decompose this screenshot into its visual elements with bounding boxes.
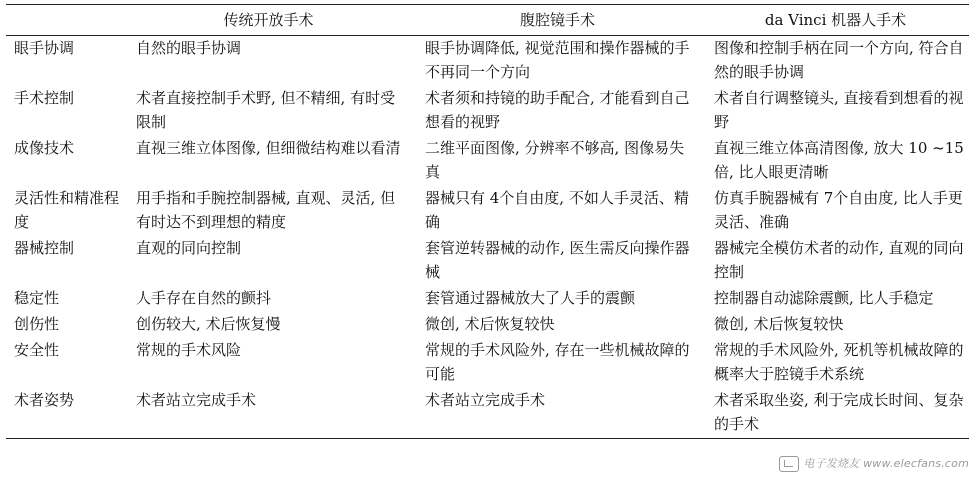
header-laparoscopic-surgery: 腹腔镜手术 [519,11,595,29]
cell-open-surgery: 自然的眼手协调 [136,39,242,57]
cell-open-surgery: 用手指和手腕控制器械, 直观、灵活, 但有时达不到理想的精度 [136,189,396,231]
row-label: 手术控制 [14,89,75,107]
table-row [6,286,969,312]
cell-davinci: 微创, 术后恢复较快 [714,315,844,333]
cell-laparoscopic: 套管通过器械放大了人手的震颤 [425,289,636,307]
cell-open-surgery: 直观的同向控制 [136,239,242,257]
cell-open-surgery: 常规的手术风险 [136,341,242,359]
cell-laparoscopic: 微创, 术后恢复较快 [425,315,555,333]
cell-laparoscopic: 眼手协调降低, 视觉范围和操作器械的手不再同一个方向 [425,39,690,81]
table-header-row [6,5,969,36]
row-label: 成像技术 [14,139,75,157]
table-row [6,186,969,236]
row-label: 器械控制 [14,239,75,257]
cell-davinci: 器械完全模仿术者的动作, 直观的同向控制 [714,239,964,281]
header-category [6,5,124,36]
cell-open-surgery: 直视三维立体图像, 但细微结构难以看清 [136,139,401,157]
cell-laparoscopic: 术者站立完成手术 [425,391,546,409]
watermark [779,455,969,472]
cell-davinci: 术者采取坐姿, 利于完成长时间、复杂的手术 [714,391,964,433]
cell-laparoscopic: 器械只有 4个自由度, 不如人手灵活、精确 [425,189,689,231]
cell-laparoscopic: 常规的手术风险外, 存在一些机械故障的可能 [425,341,690,383]
surgery-comparison-table [6,4,969,439]
watermark-text: 电子发烧友 www.elecfans.com [803,457,969,470]
cell-laparoscopic: 二维平面图像, 分辨率不够高, 图像易失真 [425,139,685,181]
cell-laparoscopic: 套管逆转器械的动作, 医生需反向操作器械 [425,239,690,281]
table-row [6,236,969,286]
cell-davinci: 术者自行调整镜头, 直接看到想看的视野 [714,89,964,131]
row-label: 灵活性和精准程度 [14,189,120,231]
cell-open-surgery: 术者直接控制手术野, 但不精细, 有时受限制 [136,89,396,131]
cell-davinci: 仿真手腕器械有 7个自由度, 比人手更灵活、准确 [714,189,963,231]
table-row [6,136,969,186]
row-label: 创伤性 [14,315,60,333]
table-row [6,388,969,439]
row-label: 稳定性 [14,289,60,307]
cell-davinci: 图像和控制手柄在同一个方向, 符合自然的眼手协调 [714,39,964,81]
cell-davinci: 控制器自动滤除震颤, 比人手稳定 [714,289,934,307]
cell-open-surgery: 人手存在自然的颤抖 [136,289,272,307]
row-label: 安全性 [14,341,60,359]
table-row [6,86,969,136]
table-row [6,338,969,388]
cell-laparoscopic: 术者须和持镜的助手配合, 才能看到自己想看的视野 [425,89,690,131]
header-open-surgery: 传统开放手术 [223,11,314,29]
elecfans-logo-icon [779,456,799,472]
row-label: 眼手协调 [14,39,75,57]
table-row [6,312,969,338]
cell-davinci: 常规的手术风险外, 死机等机械故障的概率大于腔镜手术系统 [714,341,964,383]
header-davinci-surgery: da Vinci 机器人手术 [764,11,907,29]
row-label: 术者姿势 [14,391,75,409]
cell-open-surgery: 创伤较大, 术后恢复慢 [136,315,281,333]
table-row [6,36,969,87]
cell-davinci: 直视三维立体高清图像, 放大 10 ~15倍, 比人眼更清晰 [714,139,964,181]
cell-open-surgery: 术者站立完成手术 [136,391,257,409]
